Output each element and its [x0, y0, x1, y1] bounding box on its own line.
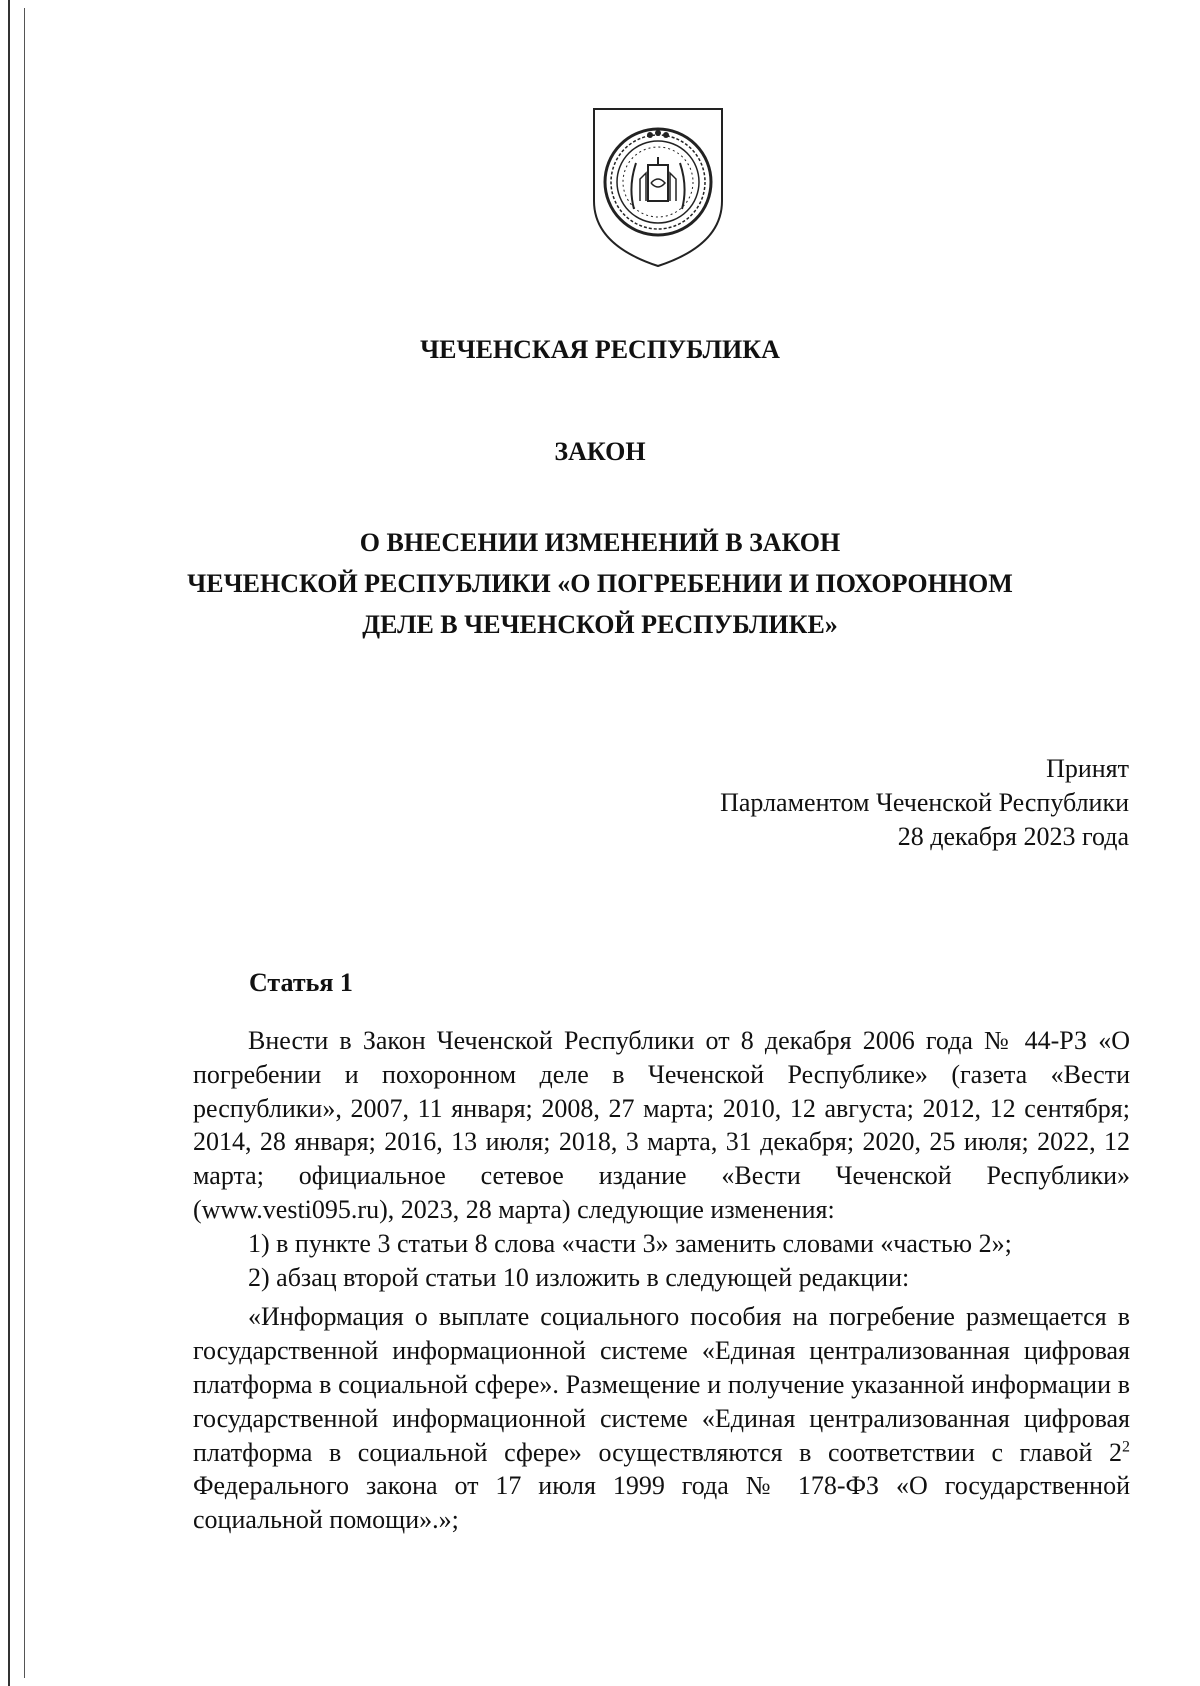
scan-edge-line	[24, 8, 25, 1678]
adoption-label: Принят	[1046, 754, 1129, 783]
adoption-block	[720, 752, 1129, 854]
quote-text: «Информация о выплате социального пособия на погребение размещается в государственной информационной системе «Единая централизованная цифровая платформа в социальной сфере». Размещение и получение указанной информации в государственной информационной системе «Единая централизованная цифровая платформа в социальной сфере» осуществляются в соответствии с главой 2	[193, 1302, 1130, 1467]
document-type-heading: ЗАКОН	[554, 437, 646, 466]
amendment-item-1: 1) в пункте 3 статьи 8 слова «части 3» заменить словами «частью 2»;	[248, 1228, 1012, 1258]
law-title-line: О ВНЕСЕНИИ ИЗМЕНЕНИЙ В ЗАКОН	[359, 528, 841, 557]
quote-text-continued: Федерального закона от 17 июля 1999 года № 178-ФЗ «О государственной социальной помощи».»;	[193, 1471, 1130, 1535]
scan-edge-line	[8, 0, 10, 1686]
adoption-date: 28 декабря 2023 года	[897, 822, 1129, 851]
amendment-quote-paragraph	[193, 1300, 1130, 1537]
republic-heading: ЧЕЧЕНСКАЯ РЕСПУБЛИКА	[420, 335, 780, 364]
law-title	[0, 522, 1200, 645]
article-heading: Статья 1	[249, 968, 353, 997]
chapter-superscript: 2	[1122, 1437, 1130, 1455]
article-intro-paragraph: Внести в Закон Чеченской Республики от 8 декабря 2006 года № 44-РЗ «О погребении и похоронном деле в Чеченской Республике» (газета «Вести республики», 2007, 11 января; 2008, 27 марта; 2010, 12 августа; 2012, 12 сентября; 2014, 28 января; 2016, 13 июля; 2018, 3 марта, 31 декабря; 2020, 25 июля; 2022, 12 марта; официальное сетевое издание «Вести Чеченской Республики» (www.vesti095.ru), 2023, 28 марта) следующие изменения:	[193, 1026, 1130, 1224]
article-body	[193, 1024, 1130, 1537]
amendment-item-2: 2) абзац второй статьи 10 изложить в следующей редакции:	[248, 1262, 910, 1292]
law-title-line: ЧЕЧЕНСКОЙ РЕСПУБЛИКИ «О ПОГРЕБЕНИИ И ПОХОРОННОМ	[187, 569, 1013, 598]
law-title-line: ДЕЛЕ В ЧЕЧЕНСКОЙ РЕСПУБЛИКЕ»	[362, 610, 838, 639]
coat-of-arms-emblem	[588, 105, 728, 270]
adoption-body: Парламентом Чеченской Республики	[720, 788, 1129, 817]
